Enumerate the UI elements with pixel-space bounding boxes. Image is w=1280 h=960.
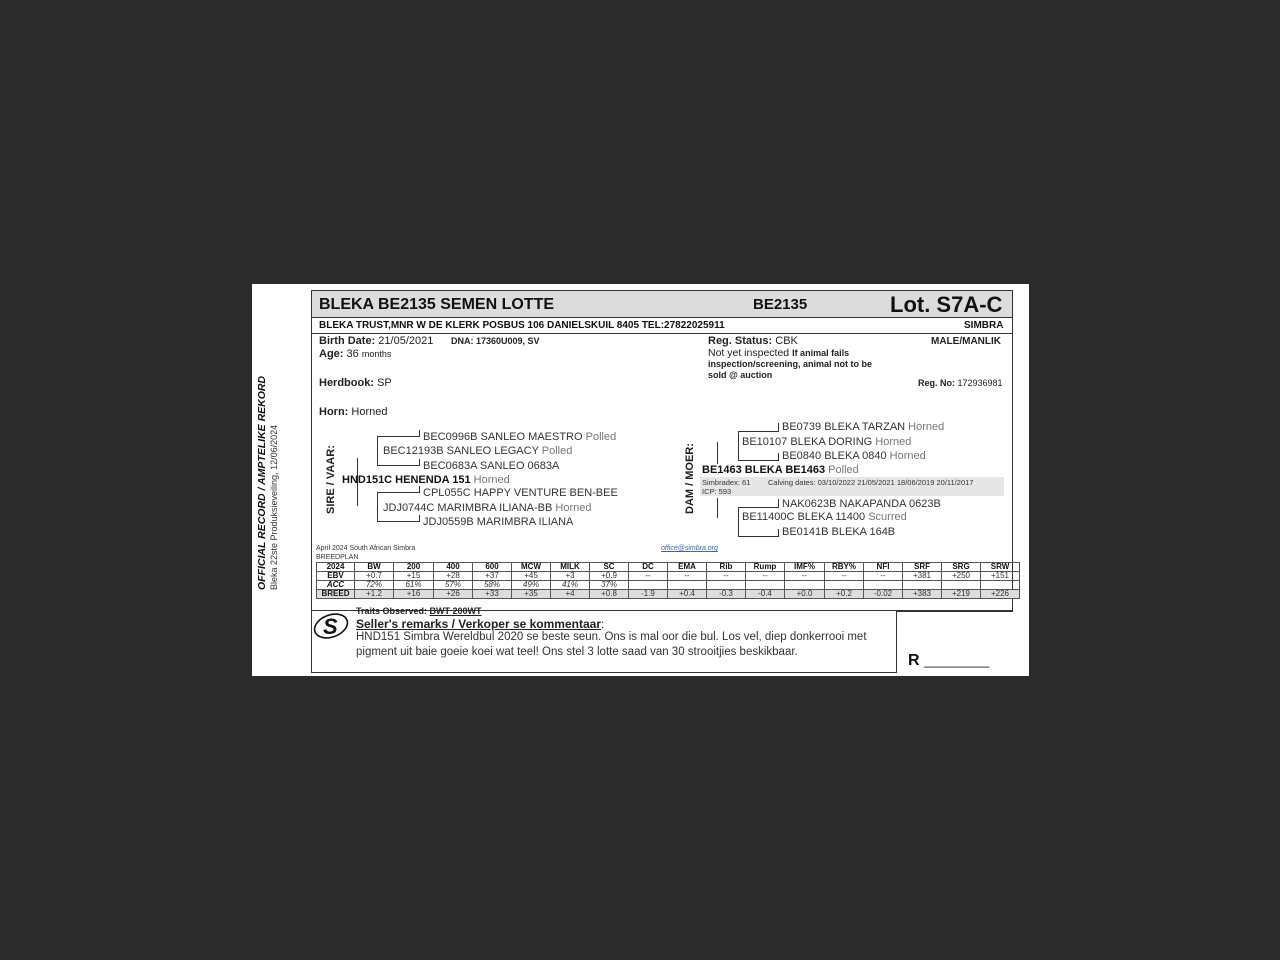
ebv-table [316,562,1020,599]
lot-number: Lot. S7A-C [890,292,1003,317]
pedigree-line [377,436,419,437]
ebv-cell: 37% [590,581,629,590]
pedigree-line [738,460,778,461]
ebv-cell: -0.3 [707,590,746,599]
ebv-row-breed [317,590,1020,599]
ebv-header-cell: NFI [864,563,903,572]
dam-calving-dates: Calving dates: 03/10/2022 21/05/2021 18/06/2019 20/11/2017 [768,478,974,487]
reg-status-label: Reg. Status: [708,335,773,347]
ebv-header-cell: DC [629,563,668,572]
ebv-cell: +35 [512,590,551,599]
sire-dam-dam: JDJ0559B MARIMBRA ILIANA [423,516,574,528]
inspection-status: Not yet inspected [708,347,790,359]
ebv-header-cell: SRG [942,563,981,572]
ebv-cell: 61% [394,581,434,590]
pedigree-line [778,453,779,461]
pedigree-line [738,536,778,537]
ebv-header-cell: IMF% [785,563,825,572]
official-record-stamp [256,360,279,590]
ebv-cell: +33 [473,590,512,599]
pedigree-line [778,499,779,508]
pedigree-line [377,521,419,522]
ebv-cell: EBV [317,572,355,581]
dam-icp: ICP: 593 [702,487,732,496]
breed-name: SIMBRA [964,320,1004,331]
ebv-cell: -- [825,572,864,581]
ebv-cell: -- [707,572,746,581]
ebv-cell: 72% [355,581,394,590]
ebv-cell: -- [785,572,825,581]
horn-value: Horned [351,406,388,418]
inspection-warning-1: If animal fails [792,348,850,358]
age-unit: months [361,349,392,359]
ebv-header-cell: 600 [473,563,512,572]
ebv-cell: +3 [551,572,590,581]
breedplan-source: April 2024 South African Simbra [316,545,416,552]
sire-dam: JDJ0744C MARIMBRA ILIANA-BB Horned [383,502,592,514]
dam-dam-dam: BE0141B BLEKA 164B [782,526,896,538]
logo-letter: S [323,614,338,639]
ebv-header-cell: SRW [981,563,1020,572]
simbra-email-link[interactable]: office@simbra.org [661,545,718,552]
ebv-header-cell: MILK [551,563,590,572]
dam-branch-line [717,498,718,518]
ebv-header-cell: 400 [434,563,473,572]
dam: BE1463 BLEKA BE1463 Polled [702,464,859,476]
pedigree-line [419,515,420,522]
pedigree-line [778,529,779,537]
ebv-cell: -- [746,572,785,581]
traits-observed [356,606,482,616]
ebv-row-ebv [317,572,1020,581]
ebv-header-cell: Rib [707,563,746,572]
price-divider [896,611,897,673]
reg-number-value: 172936981 [957,378,1003,388]
age-value: 36 [346,348,359,360]
ebv-cell: +219 [942,590,981,599]
ebv-cell: +0.9 [590,572,629,581]
traits-label: Traits Observed: [356,606,428,616]
ebv-header-cell: EMA [668,563,707,572]
pedigree-line [419,430,420,437]
dam-dam-sire: NAK0623B NAKAPANDA 0623B [782,498,941,510]
ebv-header-cell: SRF [903,563,942,572]
ebv-cell: +226 [981,590,1020,599]
seller-remarks-heading [356,617,604,631]
ebv-cell: +0.7 [355,572,394,581]
pedigree-line [738,431,778,432]
breedplan-label: BREEDPLAN [316,554,359,561]
sire-sire: BEC12193B SANLEO LEGACY Polled [383,445,573,457]
ebv-cell: +0.4 [668,590,707,599]
ebv-header-cell: 200 [394,563,434,572]
animal-id: BE2135 [753,296,808,313]
price-top-line [896,611,1013,612]
ebv-header-cell: BW [355,563,394,572]
sire-sire-dam: BEC0683A SANLEO 0683A [423,460,560,472]
ebv-cell: +383 [903,590,942,599]
ebv-header-cell: Rump [746,563,785,572]
ebv-cell: 58% [473,581,512,590]
ebv-cell: +15 [394,572,434,581]
ebv-header-cell: RBY% [825,563,864,572]
sire-label: SIRE / VAAR: [325,445,337,514]
dam-sire-sire: BE0739 BLEKA TARZAN Horned [782,421,945,433]
dna-info: DNA: 17360U009, SV [451,336,540,346]
seller-remarks-line-2: pigment uit baie goeie koei wat teel! Ons stel 3 lotte saad van 30 strooitjies beskikbaar. [356,646,798,658]
age-label: Age: [319,348,344,360]
ebv-header-cell: SC [590,563,629,572]
herdbook-label: Herdbook: [319,377,374,389]
ebv-cell: +4 [551,590,590,599]
ebv-cell: -- [864,572,903,581]
herdbook [319,377,392,389]
pedigree-line [419,486,420,493]
inspection-warning-2: inspection/screening, animal not to be [708,359,873,369]
horn-status [319,406,387,418]
owner-details: BLEKA TRUST,MNR W DE KLERK POSBUS 106 DANIELSKUIL 8405 TEL:27822025911 [319,320,725,331]
pedigree-line [377,465,419,466]
dam-branch-line [717,442,718,464]
pedigree-line [419,459,420,466]
ebv-cell: +0.8 [590,590,629,599]
ebv-cell: +16 [394,590,434,599]
ebv-cell: BREED [317,590,355,599]
pedigree-line [377,492,419,493]
ebv-cell: 49% [512,581,551,590]
lot-title: BLEKA BE2135 SEMEN LOTTE [319,296,555,313]
reg-number-label: Reg. No: [918,378,955,388]
reg-status-value: CBK [775,335,798,347]
ebv-cell: +250 [942,572,981,581]
seller-remarks-colon: : [601,617,605,631]
ebv-cell: +45 [512,572,551,581]
dam-sire: BE10107 BLEKA DORING Horned [742,436,912,448]
sire-dam-sire: CPL055C HAPPY VENTURE BEN-BEE [423,487,618,499]
price-currency: R [908,652,920,669]
ebv-cell: 41% [551,581,590,590]
reg-number [918,378,1003,388]
seller-remarks-label: Seller's remarks / Verkoper se kommentaar [356,617,601,631]
ebv-cell: +26 [434,590,473,599]
price-field [908,652,989,670]
reg-status [708,335,798,347]
dam-dam-branch-line [738,507,739,536]
birth-date-label: Birth Date: [319,335,376,347]
ebv-cell: -0.02 [864,590,903,599]
birth-date [319,335,433,347]
ebv-cell: +0.0 [785,590,825,599]
dam-sire-dam: BE0840 BLEKA 0840 Horned [782,450,926,462]
sire: HND151C HENENDA 151 Horned [342,474,510,486]
ebv-cell: ACC [317,581,355,590]
birth-date-value: 21/05/2021 [378,335,434,347]
ebv-cell: +1.2 [355,590,394,599]
sire-sire-sire: BEC0996B SANLEO MAESTRO Polled [423,431,617,443]
horn-label: Horn: [319,406,349,418]
traits-value: BWT 200WT [429,606,482,616]
inspection-warning-3: sold @ auction [708,370,773,380]
simbra-s-logo [312,608,352,642]
seller-remarks-line-1: HND151 Simbra Wereldbul 2020 se beste seun. Ons is mal oor die bul. Los vel, diep donkerrooi met [356,631,867,643]
ebv-cell: -- [629,572,668,581]
price-blank: _________ [924,653,990,668]
ebv-cell: 57% [434,581,473,590]
ebv-header-cell: 2024 [317,563,355,572]
inspection-note [708,348,872,381]
ebv-cell: -1.9 [629,590,668,599]
sex: MALE/MANLIK [931,336,1001,347]
age [319,348,391,360]
ebv-cell: +151 [981,572,1020,581]
herdbook-value: SP [377,377,392,389]
pedigree-line [738,507,778,508]
dam-simbradex: Simbradex: 61 [702,478,751,487]
ebv-cell: +37 [473,572,512,581]
pedigree-line [778,423,779,432]
ebv-cell: +381 [903,572,942,581]
ebv-header-cell: MCW [512,563,551,572]
sire-sire-branch-line [377,436,378,465]
dam-sire-branch-line [738,431,739,460]
sire-dam-branch-line [377,492,378,521]
auction-name-date: Bleka 22ste Produksieveiling, 12/06/2024 [269,424,279,590]
ebv-cell: -- [668,572,707,581]
dam-label: DAM / MOER: [684,443,696,514]
dam-dam: BE11400C BLEKA 11400 Scurred [742,511,907,523]
ebv-cell: +0.2 [825,590,864,599]
ebv-cell: -0.4 [746,590,785,599]
official-record-title: OFFICIAL RECORD / AMPTELIKE REKORD [256,375,268,590]
ebv-cell: +28 [434,572,473,581]
